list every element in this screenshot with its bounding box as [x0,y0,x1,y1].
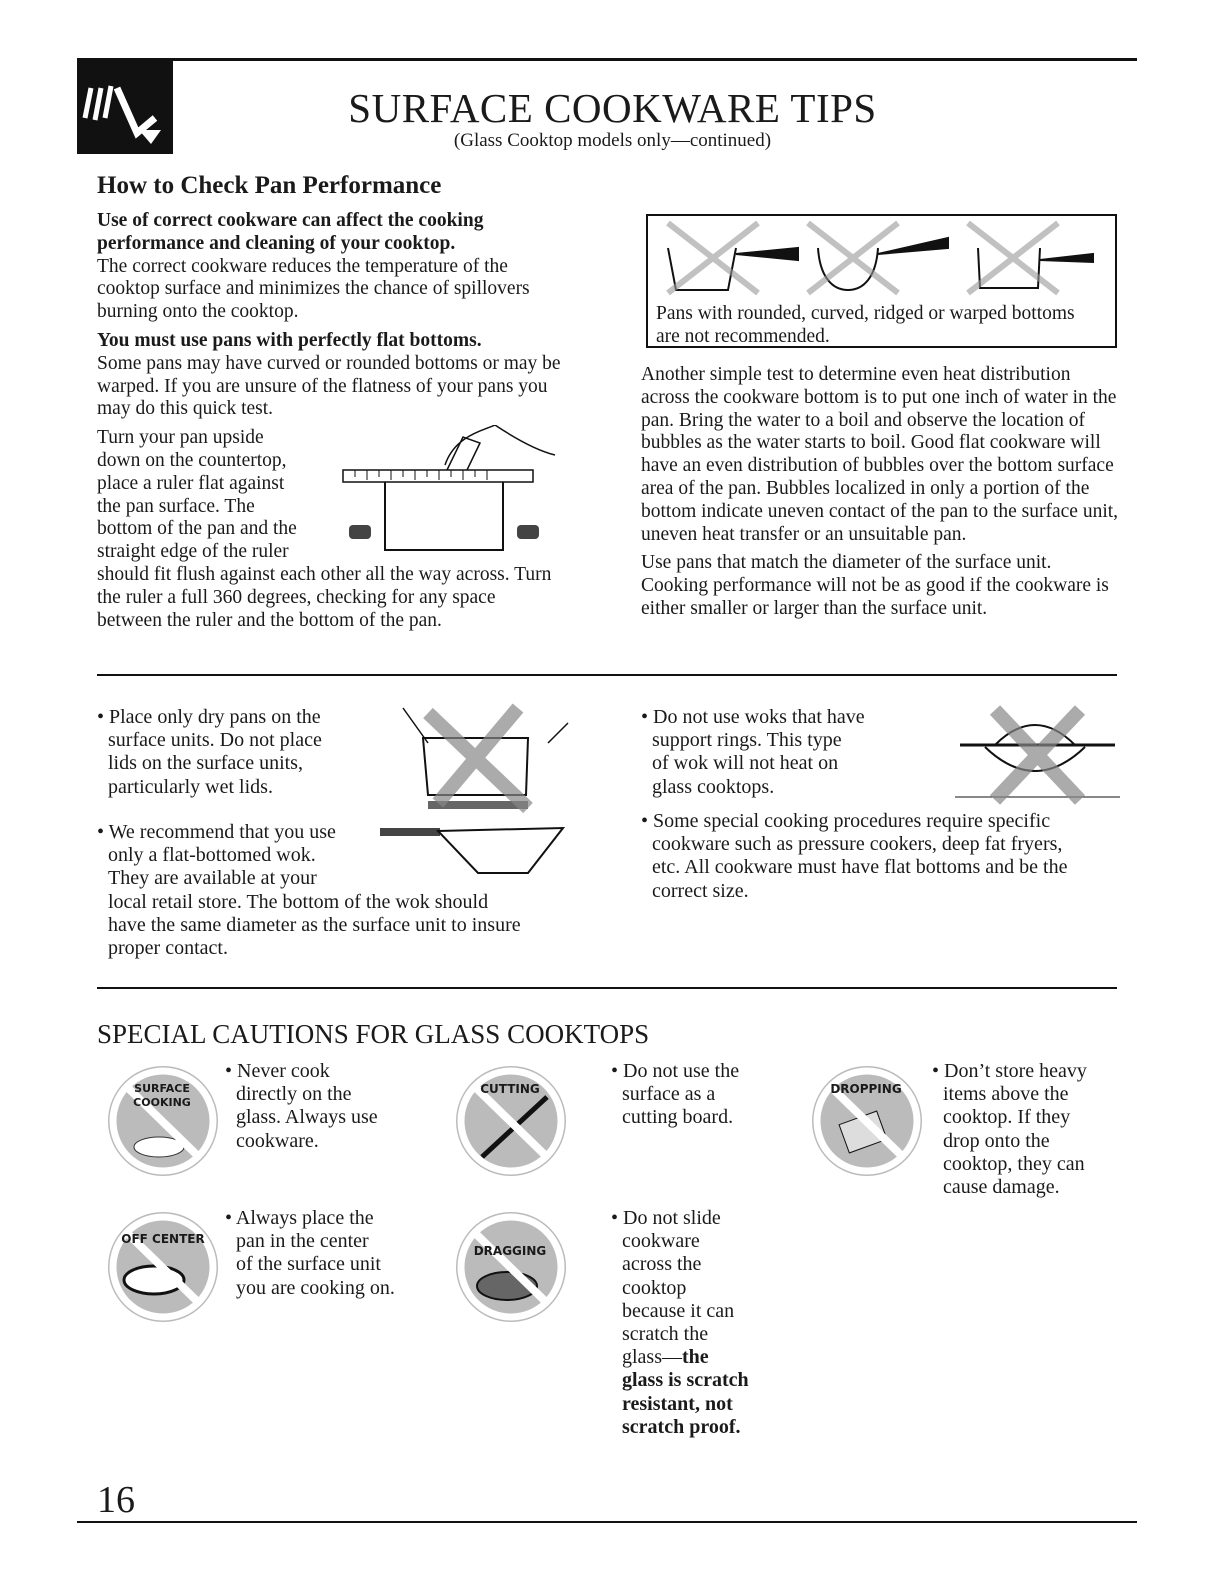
bullet-line: • Always place the [225,1207,374,1229]
intro-text: The correct cookware reduces the temperature of the cooktop surface and minimizes the chance of spillovers burning onto the cooktop. [97,255,530,323]
icon-label: DROPPING [830,1082,902,1096]
bullet-line: glass. Always use [236,1106,378,1129]
bullet-line: • Never cook [225,1060,330,1082]
left-column [97,210,562,632]
bullet-line: you are cooking on. [236,1276,395,1299]
bullet-line: drop onto the [943,1129,1050,1152]
bullet-line: surface as a [622,1083,716,1106]
bullet-line: cooktop, they can [943,1152,1085,1175]
footer-rule [77,1521,1137,1523]
pan-ruler-illustration [335,425,560,565]
bullet-line: glass cooktops. [652,775,775,798]
bullet-line: • Place only dry pans on the [97,706,321,728]
bold-phrase: the [682,1346,709,1369]
bullet-line: • Some special cooking procedures require specific [641,810,1051,832]
no-dragging-icon [452,1208,570,1326]
bullet-line: cooktop [622,1276,687,1299]
flat-bold: You must use pans with perfectly flat bottoms. [97,329,482,351]
no-dropping-icon [808,1062,926,1180]
no-wet-lid-illustration [398,703,573,815]
right-column [641,364,1121,621]
bullet-line: cookware. [236,1129,319,1152]
bullet-line: proper contact. [108,937,228,960]
bullet-line: directly on the [236,1083,352,1106]
bullet-line: local retail store. The bottom of the wok should [108,890,489,913]
flat-text: Some pans may have curved or rounded bottoms or may be warped. If you are unsure of the flatness of your pans you may do this quick test. [97,352,561,420]
cautions-heading: SPECIAL CAUTIONS FOR GLASS COOKTOPS [97,1019,650,1049]
bullet-line: cooktop. If they [943,1106,1071,1129]
icon-label: OFF CENTER [121,1232,205,1246]
bullet-line: glass— [622,1346,682,1369]
caution-dropping [932,1060,1087,1199]
section-heading-pan-performance: How to Check Pan Performance [97,172,442,199]
special-bullet [641,810,1067,903]
ruler-test-line: down on the countertop, [97,449,287,471]
bullet-line: of wok will not heat on [652,752,839,775]
top-rule [77,58,1137,61]
bullet-line: cause damage. [943,1176,1060,1199]
bold-line: glass is scratch [622,1369,749,1392]
bullet-line: correct size. [652,879,749,902]
divider-1 [97,674,1117,676]
ruler-test-line: straight edge of the ruler [97,541,289,563]
bullet-line: etc. All cookware must have flat bottoms and be the [652,856,1068,879]
bullet-line: surface units. Do not place [108,729,322,752]
bullet-line: • We recommend that you use [97,821,336,843]
bullet-line: • Do not slide [611,1207,721,1229]
bullet-line: items above the [943,1083,1069,1106]
icon-label: DRAGGING [473,1244,547,1258]
page-number: 16 [97,1479,135,1521]
flat-wok-illustration [378,823,568,878]
woks-bullet [641,706,865,799]
bullet-line: support rings. This type [652,729,842,752]
bullet-line: because it can [622,1299,735,1322]
caution-never-cook [225,1060,378,1153]
no-cutting-icon [452,1062,570,1180]
caution-cutting [611,1060,739,1130]
page-subtitle: (Glass Cooktop models only—continued) [453,130,772,151]
bullet-line: scratch the [622,1323,709,1346]
bullet-line: cutting board. [622,1106,734,1129]
bullet-line: • Do not use the [611,1060,740,1082]
intro-bold: Use of correct cookware can affect the cooking performance and cleaning of your cooktop. [97,210,484,254]
dry-pans-bullet [97,706,322,799]
divider-2 [97,987,1117,989]
no-surface-cooking-icon [104,1062,222,1180]
no-ring-wok-illustration [955,705,1120,805]
water-test-text: Another simple test to determine even heat distribution across the cookware bottom is to put one inch of water in the pan. Bring the water to a boil and observe the location of bubbles as the water starts to boil. Good flat cookware will have an even distribution of bubbles over the bottom surface area of the pan. Bubbles localized in only a portion of the bottom indicate uneven contact of the pan to the surface unit, uneven heat transfer or an unsuitable pan. [641,364,1119,545]
bullet-line: lids on the surface units, [108,752,303,775]
bold-line: scratch proof. [622,1415,741,1438]
bullet-line: only a flat-bottomed wok. [108,844,316,867]
ruler-test-rest: should fit flush against each other all the way across. Turn the ruler a full 360 degrees, checking for any space between the ruler and the bottom of the pan. [97,563,552,631]
ruler-test-line: the pan surface. The [97,495,255,517]
bullet-line: of the surface unit [236,1253,381,1276]
pans-caption: Pans with rounded, curved, ridged or warped bottoms are not recommended. [656,303,1075,347]
bullet-line: They are available at your [108,867,317,890]
diameter-text: Use pans that match the diameter of the surface unit. Cooking performance will not be as good if the cookware is either smaller or larger than the surface unit. [641,552,1109,619]
page-title: SURFACE COOKWARE TIPS [348,85,877,131]
bullet-line: • Don’t store heavy [932,1060,1087,1082]
ruler-test-line: bottom of the pan and the [97,518,297,540]
bullet-line: cookware [622,1230,700,1253]
bullet-line-mixed [611,1346,749,1369]
pans-illustration-box [646,214,1117,348]
icon-label: SURFACE COOKING [133,1082,191,1109]
bold-line: resistant, not [622,1392,733,1415]
bullet-line: pan in the center [236,1230,369,1253]
icon-label: CUTTING [480,1082,540,1096]
bullet-line: • Do not use woks that have [641,706,865,728]
bullet-line: particularly wet lids. [108,775,273,798]
no-off-center-icon [104,1208,222,1326]
bullet-line: cookware such as pressure cookers, deep fat fryers, [652,833,1063,856]
caution-off-center [225,1207,395,1300]
ruler-test-line: place a ruler flat against [97,472,285,494]
caution-dragging [611,1207,749,1439]
bullet-line: across the [622,1253,702,1276]
bad-pans-illustration [648,218,1113,298]
bullet-line: have the same diameter as the surface unit to insure [108,913,521,936]
ruler-test-line: Turn your pan upside [97,427,264,449]
